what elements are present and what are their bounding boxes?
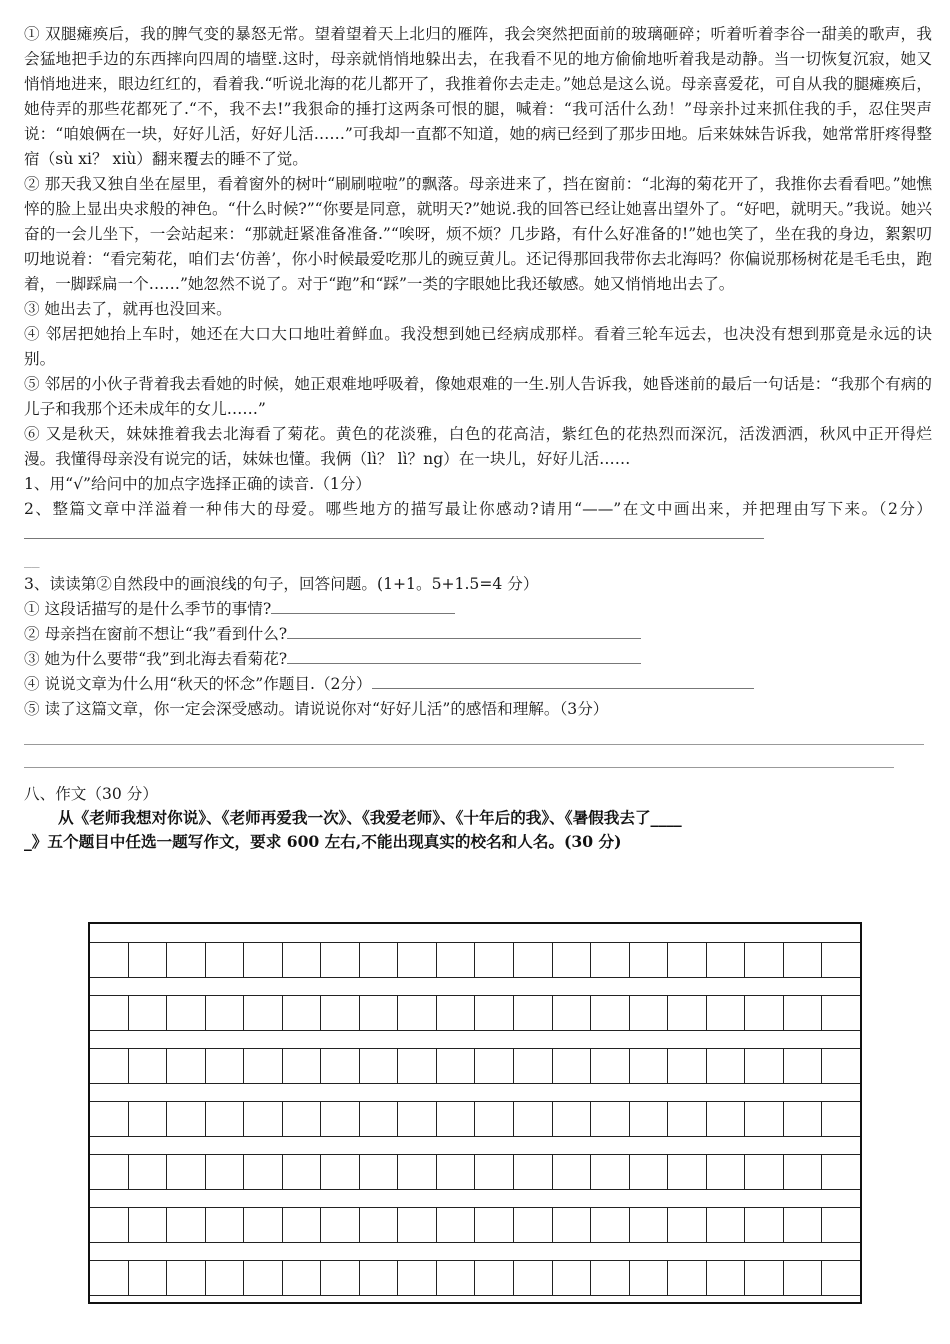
question-4 [24,672,932,697]
question-5: ⑤ 读了这篇文章，你一定会深受感动。请说说你对“好好儿活”的感悟和理解。（3分） [24,700,609,718]
question-2-answer-line[interactable] [24,524,764,539]
writing-grid-cell[interactable] [398,1261,437,1295]
passage-para-3: ③ 她出去了，就再也没回来。 [24,300,232,318]
writing-grid-cell[interactable] [206,1049,245,1083]
writing-grid-cell[interactable] [822,943,860,977]
writing-grid-cell[interactable] [514,996,553,1030]
writing-grid-cell[interactable] [437,1102,476,1136]
writing-grid-cell[interactable] [822,1049,860,1083]
writing-grid-cell[interactable] [244,1102,283,1136]
question-3-3-answer-line[interactable] [287,649,641,664]
question-3-2-answer-line[interactable] [287,624,641,639]
writing-grid-cell[interactable] [745,1102,784,1136]
writing-grid-cell[interactable] [630,1155,669,1189]
writing-grid-cell[interactable] [90,1208,129,1242]
question-4-text: ④ 说说文章为什么用“秋天的怀念”作题目.（2分） [24,675,372,693]
writing-grid-cell[interactable] [321,1261,360,1295]
writing-grid-cell[interactable] [90,1155,129,1189]
writing-grid-cell[interactable] [553,1261,592,1295]
writing-grid-cell[interactable] [129,996,168,1030]
writing-grid-cell[interactable] [321,996,360,1030]
writing-grid-cell[interactable] [745,1261,784,1295]
passage-para-5: ⑤ 邻居的小伙子背着我去看她的时候，她正艰难地呼吸着，像她艰难的一生.别人告诉我，她昏迷前的最后一句话是：“我那个有病的儿子和我那个还未成年的女儿……” [24,375,932,418]
writing-grid-cell[interactable] [360,943,399,977]
writing-grid-cell[interactable] [283,1155,322,1189]
writing-grid-cell[interactable] [707,943,746,977]
writing-grid-cell[interactable] [206,1208,245,1242]
writing-grid-cell[interactable] [668,1208,707,1242]
writing-grid-cell[interactable] [784,1049,823,1083]
writing-grid-cell[interactable] [822,1155,860,1189]
writing-grid-cell[interactable] [90,1049,129,1083]
writing-grid-cell[interactable] [244,1208,283,1242]
writing-grid-cell[interactable] [398,996,437,1030]
writing-grid-cell[interactable] [514,1102,553,1136]
writing-grid-cell[interactable] [668,1102,707,1136]
writing-grid-cell[interactable] [206,1261,245,1295]
writing-grid-cell[interactable] [822,1261,860,1295]
writing-grid-cell[interactable] [668,1261,707,1295]
writing-grid-cell[interactable] [398,1155,437,1189]
writing-grid-row [90,1154,860,1190]
writing-grid-cell[interactable] [707,996,746,1030]
writing-grid-cell[interactable] [668,1155,707,1189]
writing-grid-row [90,1048,860,1084]
question-3-2 [24,622,932,647]
writing-grid-cell[interactable] [129,1208,168,1242]
question-3-1-answer-line[interactable] [271,599,455,614]
writing-grid-cell[interactable] [167,1208,206,1242]
writing-grid-cell[interactable] [553,996,592,1030]
exam-page [24,0,932,854]
passage-para-4: ④ 邻居把她抬上车时，她还在大口大口地吐着鲜血。我没想到她已经病成那样。看着三轮车远去，也决没有想到那竟是永远的诀别。 [24,325,932,368]
writing-grid-cell[interactable] [360,996,399,1030]
writing-grid-cell[interactable] [244,1155,283,1189]
writing-grid-cell[interactable] [475,1261,514,1295]
composition-task-line-2: _》五个题目中任选一题写作文，要求 600 左右,不能出现真实的校名和人名。(30 分) [24,832,622,851]
writing-grid-cell[interactable] [591,943,630,977]
writing-grid-cell[interactable] [167,1155,206,1189]
writing-grid-cell[interactable] [784,1155,823,1189]
writing-grid-cell[interactable] [553,1208,592,1242]
writing-grid-cell[interactable] [129,1049,168,1083]
writing-grid-cell[interactable] [129,1155,168,1189]
writing-grid-cell[interactable] [822,996,860,1030]
writing-grid-cell[interactable] [321,943,360,977]
writing-grid-cell[interactable] [630,1261,669,1295]
question-5-answer-line-1[interactable] [24,722,924,745]
writing-grid-cell[interactable] [283,943,322,977]
writing-grid-cell[interactable] [553,943,592,977]
writing-grid-cell[interactable] [707,1155,746,1189]
writing-grid-cell[interactable] [321,1049,360,1083]
composition-heading: 八、作文（30 分） [24,785,158,803]
writing-grid-cell[interactable] [745,1049,784,1083]
writing-grid-cell[interactable] [437,1155,476,1189]
writing-grid-cell[interactable] [668,996,707,1030]
writing-grid-cell[interactable] [167,996,206,1030]
writing-grid-cell[interactable] [206,1102,245,1136]
writing-grid-cell[interactable] [129,943,168,977]
passage-para-6: ⑥ 又是秋天，妹妹推着我去北海看了菊花。黄色的花淡雅，白色的花高洁，紫红色的花热烈而深沉，活泼洒洒，秋风中正开得烂漫。我懂得母亲没有说完的话，妹妹也懂。我俩（lì？ lì？ng）在一块儿，好好儿活…… [24,425,932,468]
writing-grid-row [90,1101,860,1137]
writing-grid-cell[interactable] [707,1261,746,1295]
question-3-3-text: ③ 她为什么要带“我”到北海去看菊花? [24,650,288,668]
writing-grid-cell[interactable] [167,1261,206,1295]
writing-grid-row [90,1207,860,1243]
writing-grid-cell[interactable] [630,1102,669,1136]
writing-grid-cell[interactable] [784,943,823,977]
writing-grid-cell[interactable] [244,1049,283,1083]
question-3-1 [24,597,932,622]
writing-grid-cell[interactable] [553,1049,592,1083]
writing-grid-cell[interactable] [244,943,283,977]
writing-grid-cell[interactable] [360,1049,399,1083]
writing-grid-cell[interactable] [129,1102,168,1136]
writing-grid-cell[interactable] [244,996,283,1030]
writing-grid-cell[interactable] [553,1155,592,1189]
writing-grid-cell[interactable] [553,1102,592,1136]
writing-grid-cell[interactable] [591,996,630,1030]
writing-grid-cell[interactable] [514,1049,553,1083]
question-2 [24,497,932,547]
writing-grid-cell[interactable] [514,943,553,977]
writing-grid-cell[interactable] [591,1155,630,1189]
writing-grid-cell[interactable] [630,996,669,1030]
writing-grid-cell[interactable] [283,1049,322,1083]
writing-grid-cell[interactable] [90,1261,129,1295]
writing-grid-cell[interactable] [321,1155,360,1189]
writing-grid-cell[interactable] [437,1261,476,1295]
question-2-tail: __ [24,550,40,568]
writing-grid-cell[interactable] [745,996,784,1030]
writing-grid-cell[interactable] [90,1102,129,1136]
writing-grid-cell[interactable] [206,996,245,1030]
writing-grid[interactable] [88,922,862,1304]
writing-grid-cell[interactable] [90,996,129,1030]
writing-grid-cell[interactable] [398,1102,437,1136]
writing-grid-cell[interactable] [475,1049,514,1083]
writing-grid-cell[interactable] [784,1102,823,1136]
writing-grid-cell[interactable] [784,1208,823,1242]
writing-grid-cell[interactable] [437,1049,476,1083]
writing-grid-cell[interactable] [360,1102,399,1136]
writing-grid-cell[interactable] [514,1261,553,1295]
writing-grid-cell[interactable] [206,1155,245,1189]
writing-grid-cell[interactable] [206,943,245,977]
question-2-text: 2、整篇文章中洋溢着一种伟大的母爱。哪些地方的描写最让你感动?请用“——”在文中画出来，并把理由写下来。（2分） [24,500,932,518]
writing-grid-cell[interactable] [398,943,437,977]
question-5-answer-line-2[interactable] [24,745,894,768]
question-3-2-text: ② 母亲挡在窗前不想让“我”看到什么? [24,625,288,643]
writing-grid-cell[interactable] [668,1049,707,1083]
writing-grid-cell[interactable] [129,1261,168,1295]
writing-grid-cell[interactable] [360,1155,399,1189]
question-4-answer-line[interactable] [372,674,754,689]
writing-grid-cell[interactable] [630,943,669,977]
writing-grid-cell[interactable] [283,996,322,1030]
writing-grid-row [90,942,860,978]
writing-grid-row [90,1260,860,1296]
writing-grid-cell[interactable] [398,1208,437,1242]
writing-grid-cell[interactable] [630,1208,669,1242]
writing-grid-cell[interactable] [475,943,514,977]
question-3-1-text: ① 这段话描写的是什么季节的事情? [24,600,272,618]
question-3-3 [24,647,932,672]
writing-grid-cell[interactable] [707,1102,746,1136]
writing-grid-cell[interactable] [707,1049,746,1083]
writing-grid-cell[interactable] [784,1261,823,1295]
writing-grid-cell[interactable] [668,943,707,977]
writing-grid-cell[interactable] [244,1261,283,1295]
composition-task-line-1: 从《老师我想对你说》、《老师再爱我一次》、《我爱老师》、《十年后的我》、《暑假我去了____ [58,808,682,827]
writing-grid-cell[interactable] [514,1208,553,1242]
writing-grid-cell[interactable] [437,1208,476,1242]
writing-grid-cell[interactable] [360,1208,399,1242]
writing-grid-cell[interactable] [784,996,823,1030]
writing-grid-cell[interactable] [745,1208,784,1242]
writing-grid-cell[interactable] [630,1049,669,1083]
question-3: 3、读读第②自然段中的画浪线的句子，回答问题。(1+1。5+1.5=4 分） [24,575,539,593]
writing-grid-cell[interactable] [398,1049,437,1083]
writing-grid-cell[interactable] [283,1102,322,1136]
writing-grid-cell[interactable] [90,943,129,977]
writing-grid-cell[interactable] [514,1155,553,1189]
writing-grid-cell[interactable] [283,1208,322,1242]
writing-grid-cell[interactable] [745,1155,784,1189]
passage-para-2: ② 那天我又独自坐在屋里，看着窗外的树叶“刷刷啦啦”的飘落。母亲进来了，挡在窗前：“北海的菊花开了，我推你去看看吧。”她憔悴的脸上显出央求般的神色。“什么时候?”“你要是同意，就明天?”她说.我的回答已经让她喜出望外了。“好吧，就明天。”我说。她兴奋的一会儿坐下，一会站起来：“那就赶紧准备准备.”“唉呀，烦不烦？几步路，有什么好准备的!”她也笑了，坐在我的身边，絮絮叨叨地说着：“看完菊花，咱们去‘仿善’，你小时候最爱吃那儿的豌豆黄儿。还记得那回我带你去北海吗？你偏说那杨树花是毛毛虫，跑着，一脚踩扁一个……”她忽然不说了。对于“跑”和“踩”一类的字眼她比我还敏感。她又悄悄地出去了。 [24,175,932,293]
writing-grid-cell[interactable] [822,1208,860,1242]
writing-grid-cell[interactable] [591,1208,630,1242]
writing-grid-cell[interactable] [475,1208,514,1242]
writing-grid-cell[interactable] [283,1261,322,1295]
question-1: 1、用“√”给问中的加点字选择正确的读音.（1分） [24,475,371,493]
writing-grid-cell[interactable] [321,1102,360,1136]
writing-grid-cell[interactable] [167,943,206,977]
writing-grid-row [90,995,860,1031]
writing-grid-cell[interactable] [360,1261,399,1295]
writing-grid-cell[interactable] [475,1102,514,1136]
writing-grid-cell[interactable] [745,943,784,977]
writing-grid-cell[interactable] [591,1261,630,1295]
writing-grid-cell[interactable] [437,943,476,977]
writing-grid-cell[interactable] [167,1049,206,1083]
writing-grid-cell[interactable] [321,1208,360,1242]
writing-grid-cell[interactable] [475,1155,514,1189]
writing-grid-cell[interactable] [437,996,476,1030]
writing-grid-cell[interactable] [707,1208,746,1242]
writing-grid-cell[interactable] [167,1102,206,1136]
writing-grid-cell[interactable] [475,996,514,1030]
writing-grid-cell[interactable] [591,1102,630,1136]
writing-grid-cell[interactable] [822,1102,860,1136]
passage-para-1: ① 双腿瘫痪后，我的脾气变的暴怒无常。望着望着天上北归的雁阵，我会突然把面前的玻璃砸碎；听着听着李谷一甜美的歌声，我会猛地把手边的东西摔向四周的墙壁.这时，母亲就悄悄地躲出去，在我看不见的地方偷偷地听着我是动静。当一切恢复沉寂，她又悄悄地进来，眼边红红的，看着我.“听说北海的花儿都开了，我推着你去走走。”她总是这么说。母亲喜爱花，可自从我的腿瘫痪后，她侍弄的那些花都死了.“不，我不去!”我狠命的捶打这两条可恨的腿，喊着：“我可活什么劲！”母亲扑过来抓住我的手，忍住哭声说：“咱娘俩在一块，好好儿活，好好儿活……”可我却一直都不知道，她的病已经到了那步田地。后来妹妹告诉我，她常常肝疼得整宿（sù xi？ xiù）翻来覆去的睡不了觉。 [24,25,932,168]
writing-grid-cell[interactable] [591,1049,630,1083]
